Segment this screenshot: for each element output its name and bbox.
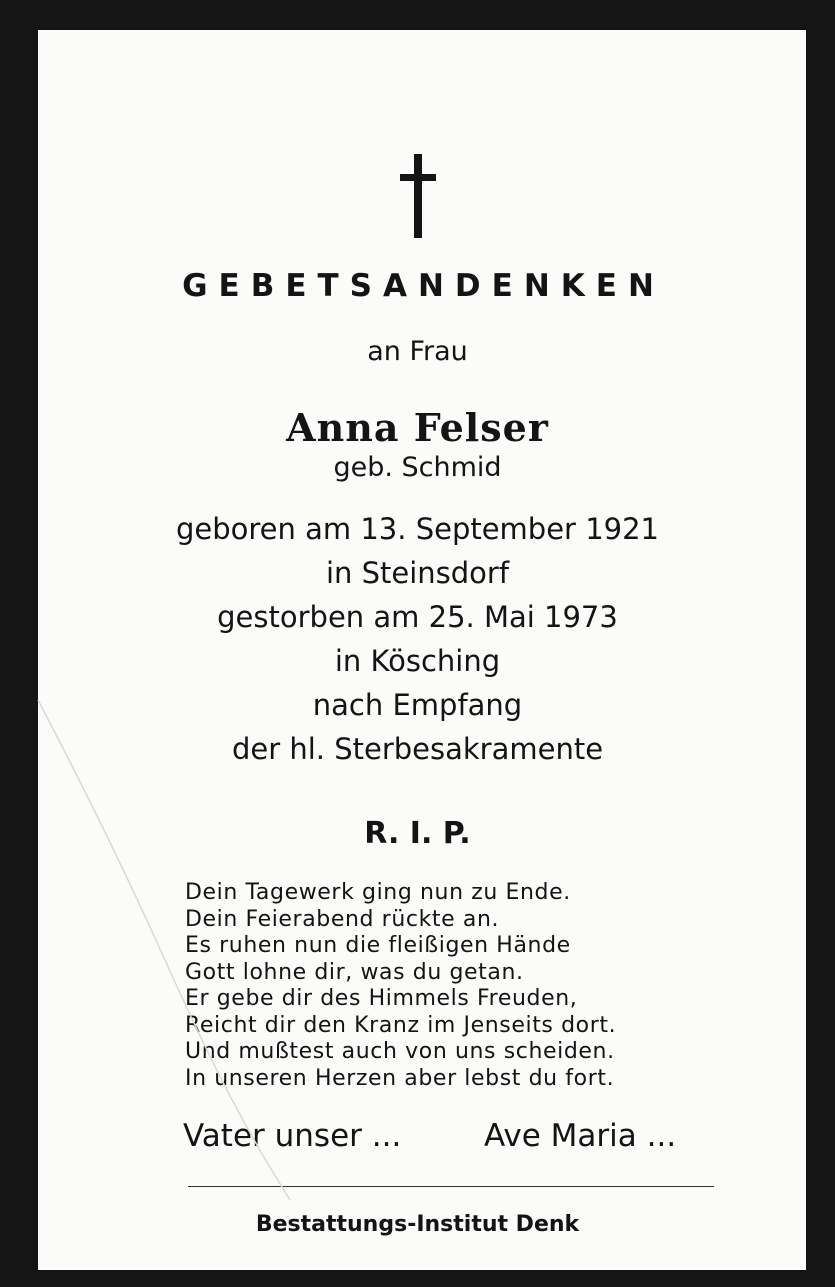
memorial-poem [185, 880, 745, 1092]
poem-line: In unseren Herzen aber lebst du fort. [185, 1065, 615, 1091]
poem-line: Er gebe dir des Himmels Freuden, [185, 986, 578, 1011]
salutation: an Frau [367, 336, 468, 367]
maiden-name: geb. Schmid [333, 452, 502, 483]
poem-line: Reicht dir den Kranz im Jenseits dort. [185, 1012, 617, 1038]
birth-place: in Steinsdorf [325, 556, 510, 590]
latin-cross-icon [0, 152, 835, 242]
prayer-ave-maria: Ave Maria ... [484, 1118, 677, 1154]
poem-line: Dein Feierabend rückte an. [185, 906, 500, 932]
prayer-vater-unser: Vater unser ... [183, 1118, 402, 1154]
rip-text: R. I. P. [364, 816, 471, 851]
death-date: gestorben am 25. Mai 1973 [217, 600, 618, 634]
poem-line: Es ruhen nun die fleißigen Hände [185, 933, 571, 958]
birth-date: geboren am 13. September 1921 [175, 512, 660, 546]
poem-line: Und mußtest auch von uns scheiden. [185, 1039, 615, 1064]
sacrament-line-2: der hl. Sterbesakramente [231, 732, 604, 766]
death-place: in Kösching [334, 644, 501, 678]
sacrament-line-1: nach Empfang [312, 688, 523, 722]
divider-line [188, 1186, 714, 1187]
card-heading: GEBETSANDENKEN [182, 268, 665, 304]
poem-line: Dein Tagewerk ging nun zu Ende. [185, 880, 571, 905]
funeral-home-name: Bestattungs-Institut Denk [255, 1212, 580, 1237]
poem-line: Gott lohne dir, was du getan. [185, 959, 524, 985]
deceased-name: Anna Felser [286, 405, 549, 450]
